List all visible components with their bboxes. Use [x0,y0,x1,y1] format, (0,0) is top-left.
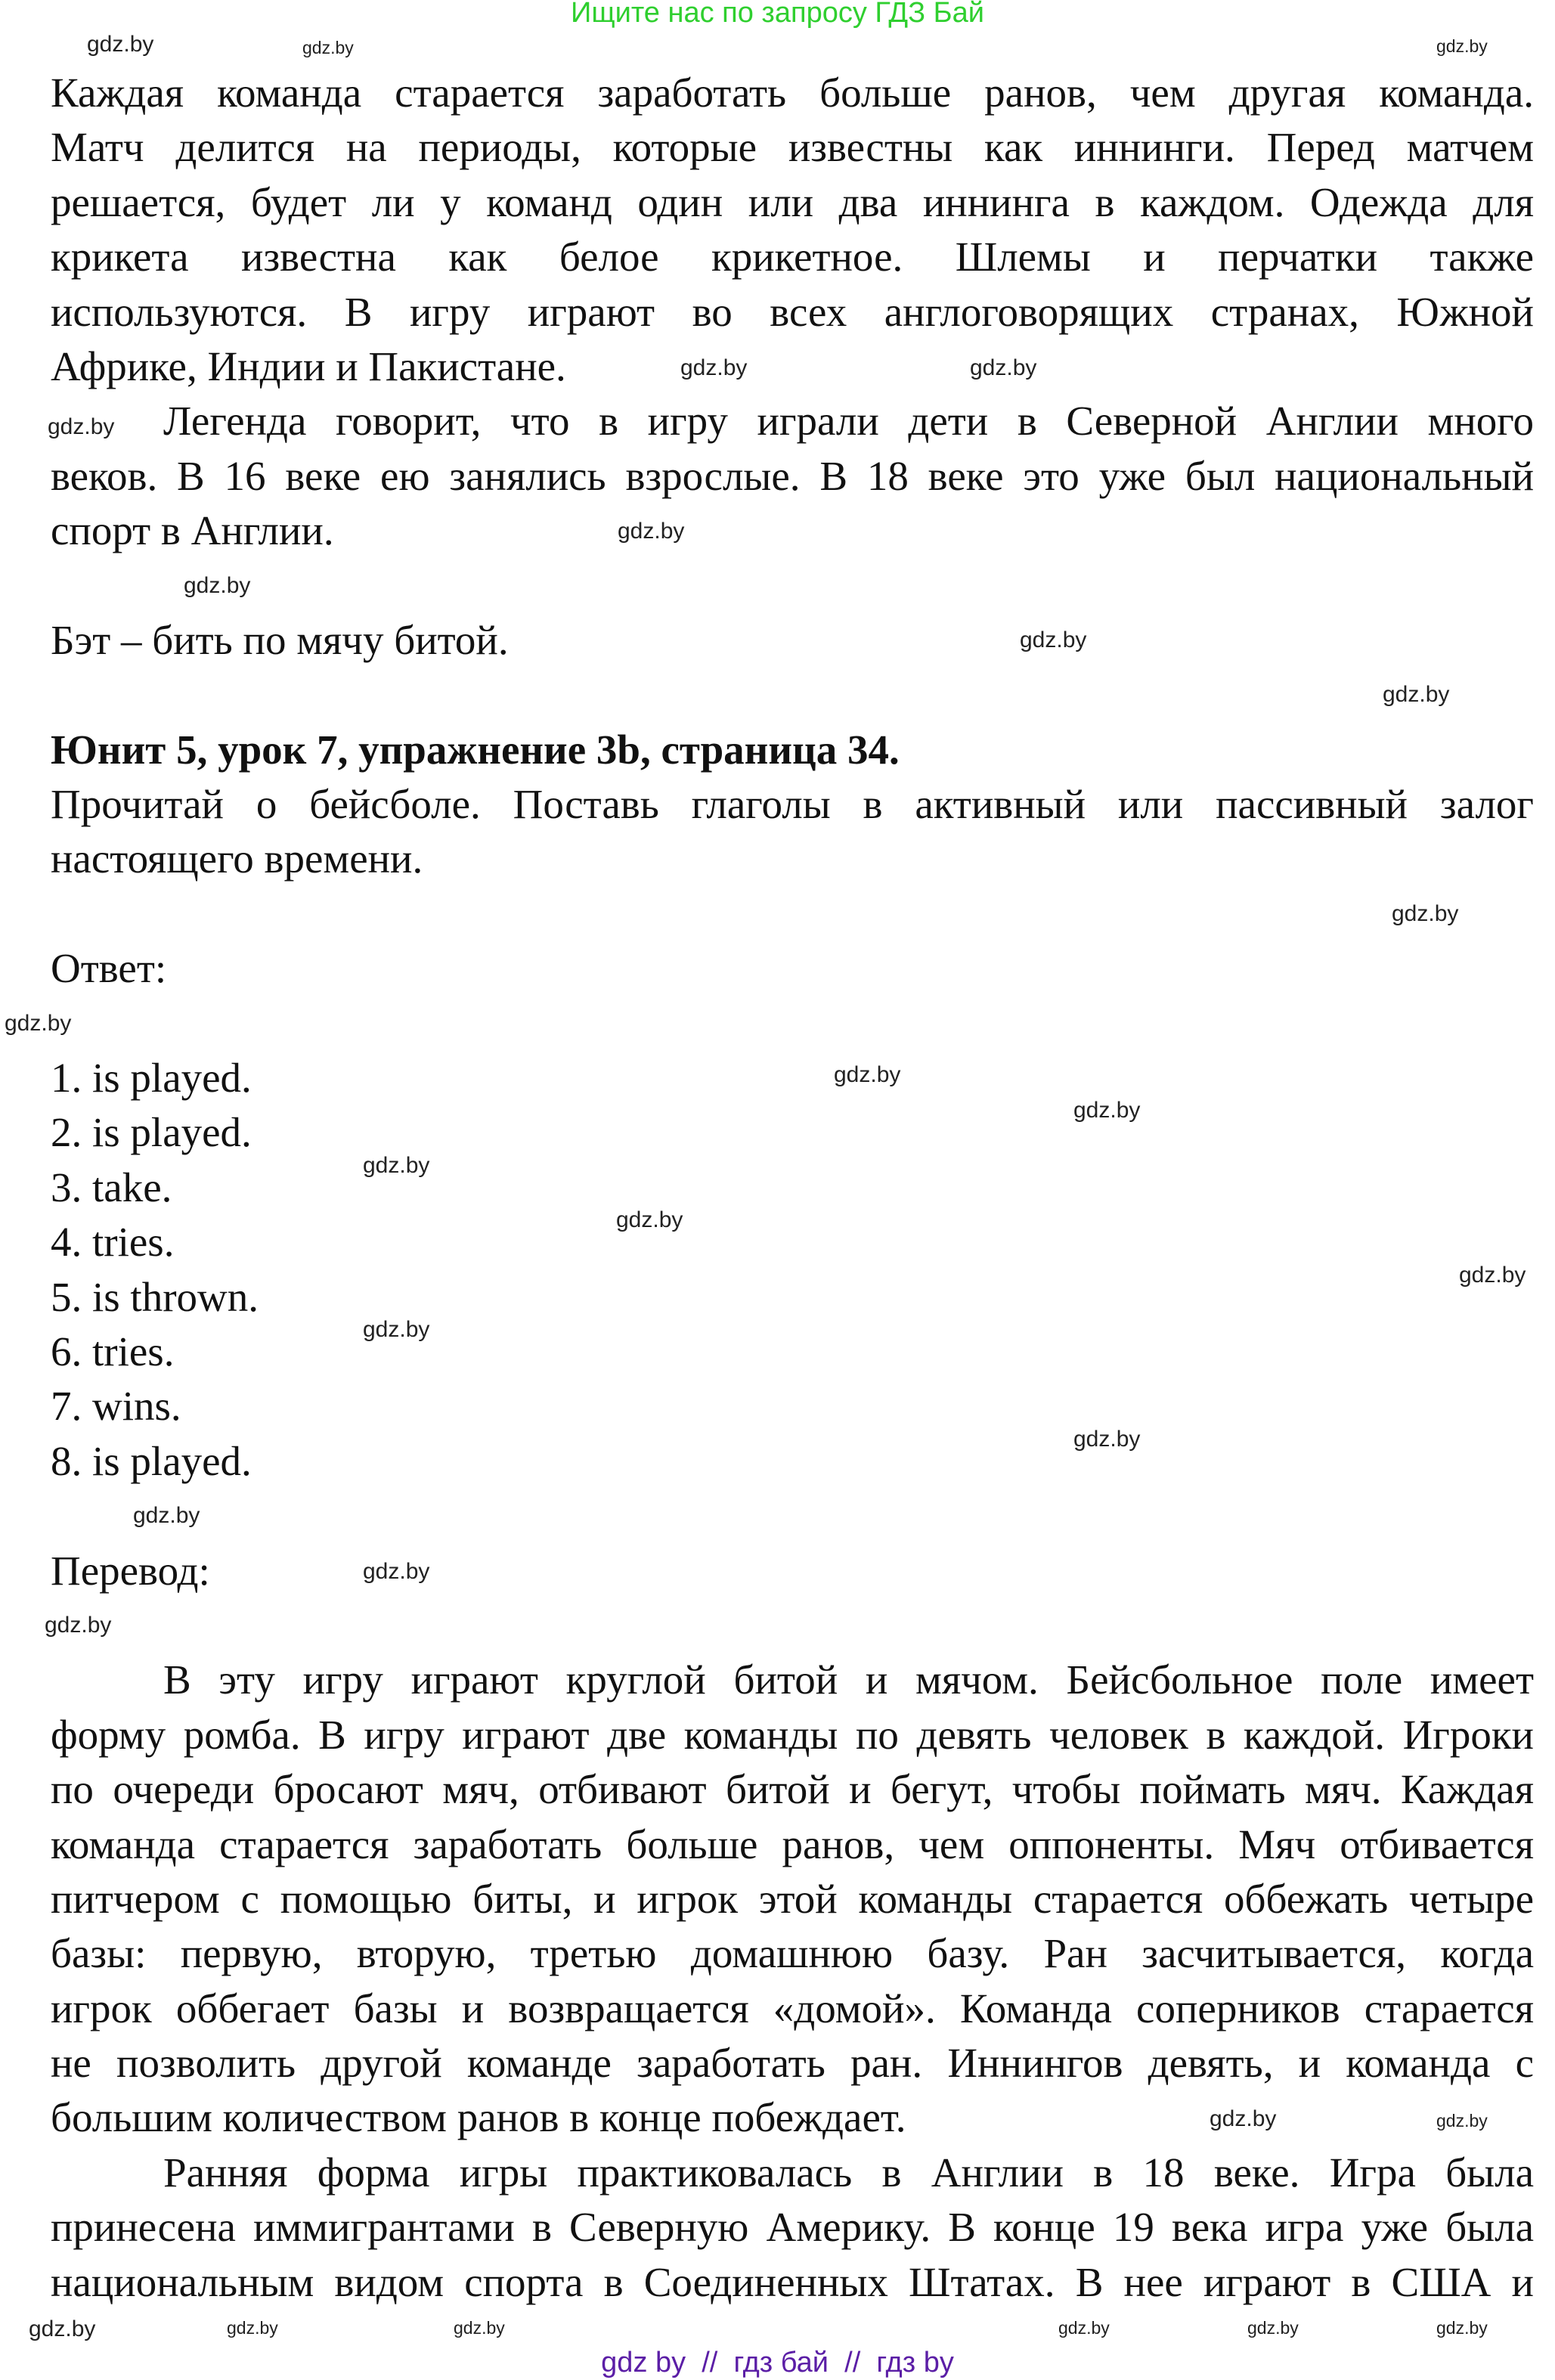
watermark: gdz.by [363,1559,430,1584]
answer-item: 5. is thrown. [51,1273,259,1320]
watermark: gdz.by [454,2318,505,2338]
watermark: gdz.by [680,355,748,380]
answer-item: 7. wins. [51,1383,181,1430]
watermark: gdz.by [1073,1098,1141,1123]
text-line: по очереди бросают мяч, отбивают битой и бегут, чтобы поймать мяч. Каждая [51,1766,1534,1813]
watermark: gdz.by [45,1613,112,1638]
text-line: команда старается заработать больше ранов, чем оппоненты. Мяч отбивается [51,1821,1534,1867]
watermark: gdz.by [1020,628,1087,652]
text-line: питчером с помощью биты, и игрок этой команды старается оббежать четыре [51,1875,1534,1922]
paragraph-history [51,2146,1534,2310]
watermark: gdz.by [834,1062,901,1087]
text-line: Ранняя форма игры практиковалась в Англии в 18 веке. Игра была [163,2149,1534,2196]
watermark: gdz.by [1436,2111,1488,2131]
text-line: не позволить другой команде заработать ран. Иннингов девять, и команда с [51,2040,1534,2087]
watermark: gdz.by [1073,1427,1141,1452]
text-line: большим количеством ранов в конце побеждает. [51,2094,906,2141]
text-line: В эту игру играют круглой битой и мячом. Бейсбольное поле имеет [163,1656,1534,1703]
watermark: gdz.by [1459,1263,1526,1288]
watermark: gdz.by [616,1207,683,1232]
text-line: Матч делится на периоды, которые известны как иннинги. Перед матчем [51,124,1534,171]
text-line: форму ромба. В игру играют две команды по девять человек в каждой. Игроки [51,1711,1534,1758]
watermark: gdz.by [87,32,154,57]
footer-links: gdz by // гдз бай // гдз by [601,2347,954,2378]
text-line: спорт в Англии. [51,507,334,554]
text-line: национальным видом спорта в Соединенных Штатах. В нее играют в США и [51,2258,1534,2305]
text-line: игрок оббегает базы и возвращается «домой». Команда соперников старается [51,1985,1534,2031]
answer-item: 3. take. [51,1164,172,1210]
text-line: Каждая команда старается заработать больше ранов, чем другая команда. [51,70,1534,116]
translation-label: Перевод: [51,1547,210,1594]
text-line: Легенда говорит, что в игру играли дети в Северной Англии много [163,398,1534,445]
text-line: веков. В 16 веке ею занялись взрослые. В 18 веке это уже был национальный [51,452,1534,499]
paragraph-cricket [51,66,1534,394]
watermark: gdz.by [133,1503,200,1528]
watermark: gdz.by [5,1011,72,1036]
answer-list [51,1051,1534,1489]
watermark: gdz.by [1383,682,1450,707]
watermark: gdz.by [1392,901,1459,926]
paragraph-baseball [51,1653,1534,2146]
watermark: gdz.by [1058,2318,1110,2338]
answer-item: 8. is played. [51,1437,252,1484]
text-line: Африке, Индии и Пакистане. [51,342,566,389]
watermark: gdz.by [618,519,685,544]
task-text: Прочитай о бейсболе. Поставь глаголы в активный или пассивный залог [51,781,1534,828]
text-line: используются. В игру играют во всех англоговорящих странах, Южной [51,288,1534,335]
answer-item: 1. is played. [51,1055,252,1102]
watermark: gdz.by [302,38,354,57]
document-body [51,66,1534,2310]
watermark: gdz.by [227,2318,278,2338]
watermark: gdz.by [1210,2106,1277,2131]
answer-label: Ответ: [51,945,167,992]
answer-item: 6. tries. [51,1328,175,1374]
watermark: gdz.by [1436,36,1488,56]
search-banner: Ищите нас по запросу ГДЗ Бай [571,0,984,29]
answer-item: 4. tries. [51,1219,175,1266]
watermark: gdz.by [29,2316,96,2341]
bat-definition: Бэт – бить по мячу битой. [51,616,509,663]
watermark: gdz.by [363,1153,430,1178]
text-line: решается, будет ли у команд один или два иннинга в каждом. Одежда для [51,178,1534,225]
text-line: крикета известна как белое крикетное. Шлемы и перчатки также [51,234,1534,280]
watermark: gdz.by [363,1317,430,1342]
watermark: gdz.by [970,355,1037,380]
task-text: настоящего времени. [51,835,423,882]
text-line: базы: первую, вторую, третью домашнюю базу. Ран засчитывается, когда [51,1930,1534,1977]
watermark: gdz.by [1247,2318,1299,2338]
watermark: gdz.by [48,414,115,439]
watermark: gdz.by [1436,2318,1488,2338]
answer-item: 2. is played. [51,1109,252,1156]
watermark: gdz.by [184,573,251,598]
text-line: принесена иммигрантами в Северную Америку. В конце 19 века игра уже была [51,2204,1534,2251]
paragraph-legend [51,394,1534,558]
exercise-heading: Юнит 5, урок 7, упражнение 3b, страница 34. [51,726,900,773]
